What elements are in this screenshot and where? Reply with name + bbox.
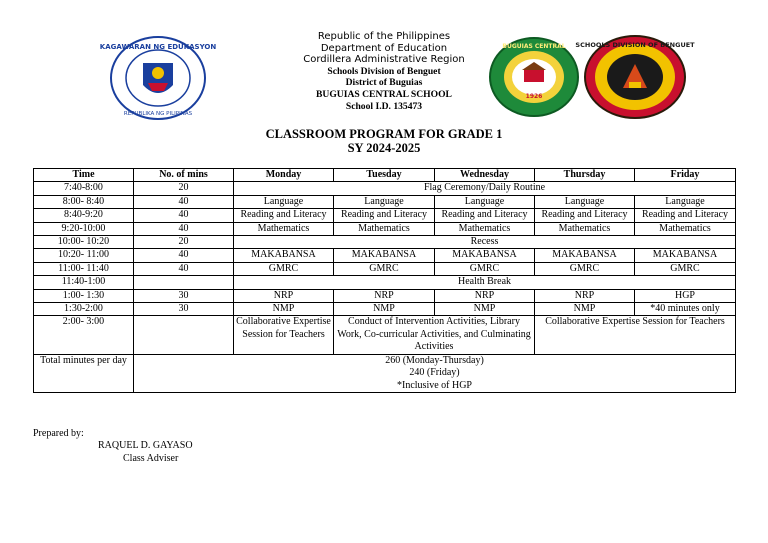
svg-text:1926: 1926 <box>525 93 543 100</box>
cell-tuesday: Reading and Literacy <box>334 209 435 222</box>
cell-monday: Language <box>234 195 334 208</box>
cell-time: 10:20- 11:00 <box>34 249 134 262</box>
cell-monday: GMRC <box>234 262 334 275</box>
cell-flag-ceremony: Flag Ceremony/Daily Routine <box>234 182 736 195</box>
preparer-role: Class Adviser <box>123 453 179 464</box>
cell-monday: NRP <box>234 289 334 302</box>
cell-mins: 40 <box>134 195 234 208</box>
cell-wednesday: NRP <box>435 289 535 302</box>
cell-friday: Mathematics <box>635 222 736 235</box>
cell-tuesday: Language <box>334 195 435 208</box>
prepared-by-label: Prepared by: <box>33 428 84 439</box>
header-deped: Department of Education <box>320 42 448 54</box>
total-mon-thu: 260 (Monday-Thursday) <box>385 354 484 366</box>
cell-mins: 40 <box>134 222 234 235</box>
col-header-wednesday: Wednesday <box>435 169 535 182</box>
table-row <box>34 182 736 195</box>
cell-mins: 30 <box>134 289 234 302</box>
division-seal <box>575 34 695 120</box>
table-header-row <box>34 169 736 182</box>
letterhead <box>234 31 534 112</box>
cell-monday: Reading and Literacy <box>234 209 334 222</box>
cell-mins <box>134 276 234 289</box>
svg-text:KAGAWARAN NG EDUKASYON: KAGAWARAN NG EDUKASYON <box>99 43 217 51</box>
cell-mins: 40 <box>134 262 234 275</box>
table-row <box>34 249 736 262</box>
cell-mins: 30 <box>134 303 234 316</box>
cell-wednesday: GMRC <box>435 262 535 275</box>
header-school: BUGUIAS CENTRAL SCHOOL <box>316 88 452 100</box>
doc-title: CLASSROOM PROGRAM FOR GRADE 1 <box>265 127 503 141</box>
cell-monday: NMP <box>234 303 334 316</box>
cell-wednesday: MAKABANSA <box>435 249 535 262</box>
col-header-thursday: Thursday <box>535 169 635 182</box>
cell-thursday: Reading and Literacy <box>535 209 635 222</box>
cell-tuesday: MAKABANSA <box>334 249 435 262</box>
col-header-time: Time <box>34 169 134 182</box>
cell-collaborative-session: Collaborative Expertise Session for Teachers <box>535 316 736 354</box>
cell-tuesday: Mathematics <box>334 222 435 235</box>
cell-mins <box>134 316 234 354</box>
col-header-tuesday: Tuesday <box>334 169 435 182</box>
cell-health-break: Health Break <box>234 276 736 289</box>
cell-tuesday: NRP <box>334 289 435 302</box>
cell-thursday: Language <box>535 195 635 208</box>
table-row <box>34 262 736 275</box>
cell-friday: *40 minutes only <box>635 303 736 316</box>
table-row <box>34 289 736 302</box>
header-republic: Republic of the Philippines <box>317 31 451 42</box>
cell-time: 8:00- 8:40 <box>34 195 134 208</box>
header-region: Cordillera Administrative Region <box>303 54 465 66</box>
cell-monday: MAKABANSA <box>234 249 334 262</box>
table-row <box>34 276 736 289</box>
cell-monday: Collaborative Expertise Session for Teachers <box>234 316 334 354</box>
cell-recess: Recess <box>234 236 736 249</box>
schedule-table <box>33 168 736 393</box>
cell-time: 9:20-10:00 <box>34 222 134 235</box>
cell-thursday: GMRC <box>535 262 635 275</box>
cell-mins: 40 <box>134 249 234 262</box>
col-header-friday: Friday <box>635 169 736 182</box>
cell-mins: 20 <box>134 236 234 249</box>
cell-friday: MAKABANSA <box>635 249 736 262</box>
table-row <box>34 236 736 249</box>
cell-total-values <box>134 354 736 392</box>
cell-time: 1:00- 1:30 <box>34 289 134 302</box>
header-school-id: School I.D. 135473 <box>345 100 423 112</box>
table-row-total <box>34 354 736 392</box>
cell-wednesday: Reading and Literacy <box>435 209 535 222</box>
table-row <box>34 222 736 235</box>
cell-thursday: NMP <box>535 303 635 316</box>
cell-time: 2:00- 3:00 <box>34 316 134 354</box>
cell-friday: Reading and Literacy <box>635 209 736 222</box>
table-row <box>34 209 736 222</box>
header-division: Schools Division of Benguet <box>327 65 441 77</box>
cell-time: 7:40-8:00 <box>34 182 134 195</box>
header-district: District of Buguias <box>345 77 423 89</box>
cell-intervention-activities: Conduct of Intervention Activities, Library Work, Co-curricular Activities, and Culminating Activities <box>334 316 535 354</box>
cell-time: 11:00- 11:40 <box>34 262 134 275</box>
cell-total-label: Total minutes per day <box>34 354 134 392</box>
cell-thursday: Mathematics <box>535 222 635 235</box>
col-header-monday: Monday <box>234 169 334 182</box>
cell-time: 1:30-2:00 <box>34 303 134 316</box>
cell-monday: Mathematics <box>234 222 334 235</box>
cell-time: 8:40-9:20 <box>34 209 134 222</box>
cell-thursday: NRP <box>535 289 635 302</box>
school-year: SY 2024-2025 <box>347 141 421 155</box>
preparer-name: RAQUEL D. GAYASO <box>98 440 193 451</box>
cell-thursday: MAKABANSA <box>535 249 635 262</box>
table-row <box>34 303 736 316</box>
svg-text:BUGUIAS CENTRAL: BUGUIAS CENTRAL <box>502 43 566 50</box>
cell-mins: 40 <box>134 209 234 222</box>
col-header-mins: No. of mins <box>134 169 234 182</box>
table-row <box>34 316 736 354</box>
cell-wednesday: Mathematics <box>435 222 535 235</box>
table-row <box>34 195 736 208</box>
cell-time: 10:00- 10:20 <box>34 236 134 249</box>
cell-tuesday: NMP <box>334 303 435 316</box>
cell-tuesday: GMRC <box>334 262 435 275</box>
total-note: *Inclusive of HGP <box>397 379 472 391</box>
cell-time: 11:40-1:00 <box>34 276 134 289</box>
deped-seal <box>99 35 217 121</box>
svg-text:REPUBLIKA NG PILIPINAS: REPUBLIKA NG PILIPINAS <box>123 111 193 117</box>
cell-friday: HGP <box>635 289 736 302</box>
svg-text:SCHOOLS DIVISION OF BENGUET: SCHOOLS DIVISION OF BENGUET <box>575 41 695 49</box>
cell-mins: 20 <box>134 182 234 195</box>
total-fri: 240 (Friday) <box>409 367 460 379</box>
cell-friday: GMRC <box>635 262 736 275</box>
cell-wednesday: NMP <box>435 303 535 316</box>
cell-friday: Language <box>635 195 736 208</box>
cell-wednesday: Language <box>435 195 535 208</box>
